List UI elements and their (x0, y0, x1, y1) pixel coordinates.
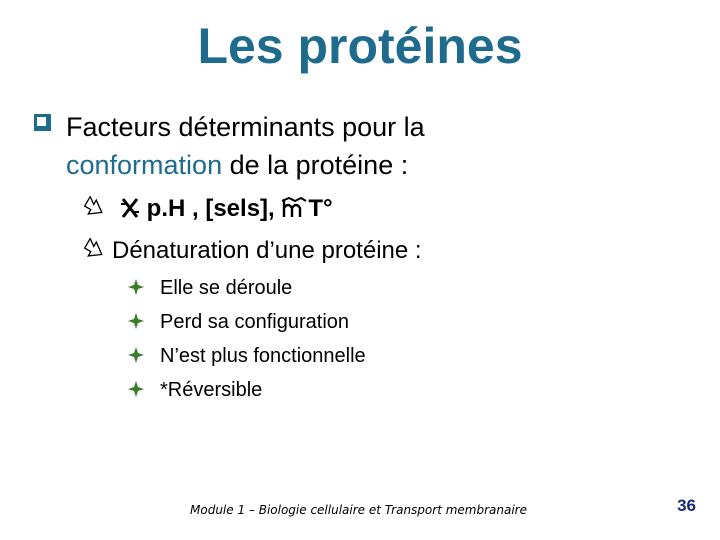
list-item (128, 308, 349, 336)
list-item-text: Perd sa configuration (160, 311, 350, 333)
sub-item-factors (82, 194, 333, 224)
list-item-text: N’est plus fonctionnelle (160, 345, 366, 367)
diamond-bullet-icon (128, 313, 144, 329)
denaturation-text: Dénaturation d’une protéine : (112, 237, 422, 264)
temperature-text: T° (308, 195, 333, 222)
list-item-text: Elle se déroule (160, 277, 293, 299)
sub-item-denaturation (82, 236, 422, 266)
hollow-square-bullet-icon (34, 114, 51, 131)
main-bullet-text-part1: Facteurs déterminants pour la (66, 112, 425, 142)
slide-footer: Module 1 – Biologie cellulaire et Transport membranaire (190, 503, 527, 517)
ornate-symbol-icon (281, 196, 307, 220)
main-bullet-line2 (66, 146, 686, 184)
main-bullet-text (66, 108, 686, 184)
diamond-bullet-icon (128, 381, 144, 397)
outline-arrow-icon (82, 238, 106, 262)
diamond-bullet-icon (128, 279, 144, 295)
page-number: 36 (677, 496, 696, 515)
list-item (128, 342, 366, 370)
list-item (128, 376, 262, 404)
list-item-text: *Réversible (160, 379, 263, 401)
outline-arrow-icon (82, 196, 106, 220)
diamond-bullet-icon (128, 347, 144, 363)
highlighted-term: conformation (66, 150, 223, 180)
factors-text: p.H , [sels], (146, 195, 282, 222)
list-item (128, 274, 292, 302)
main-bullet-text-part2: de la protéine : (222, 150, 409, 180)
slide-title: Les protéines (197, 18, 523, 74)
chi-symbol-icon (119, 196, 141, 220)
